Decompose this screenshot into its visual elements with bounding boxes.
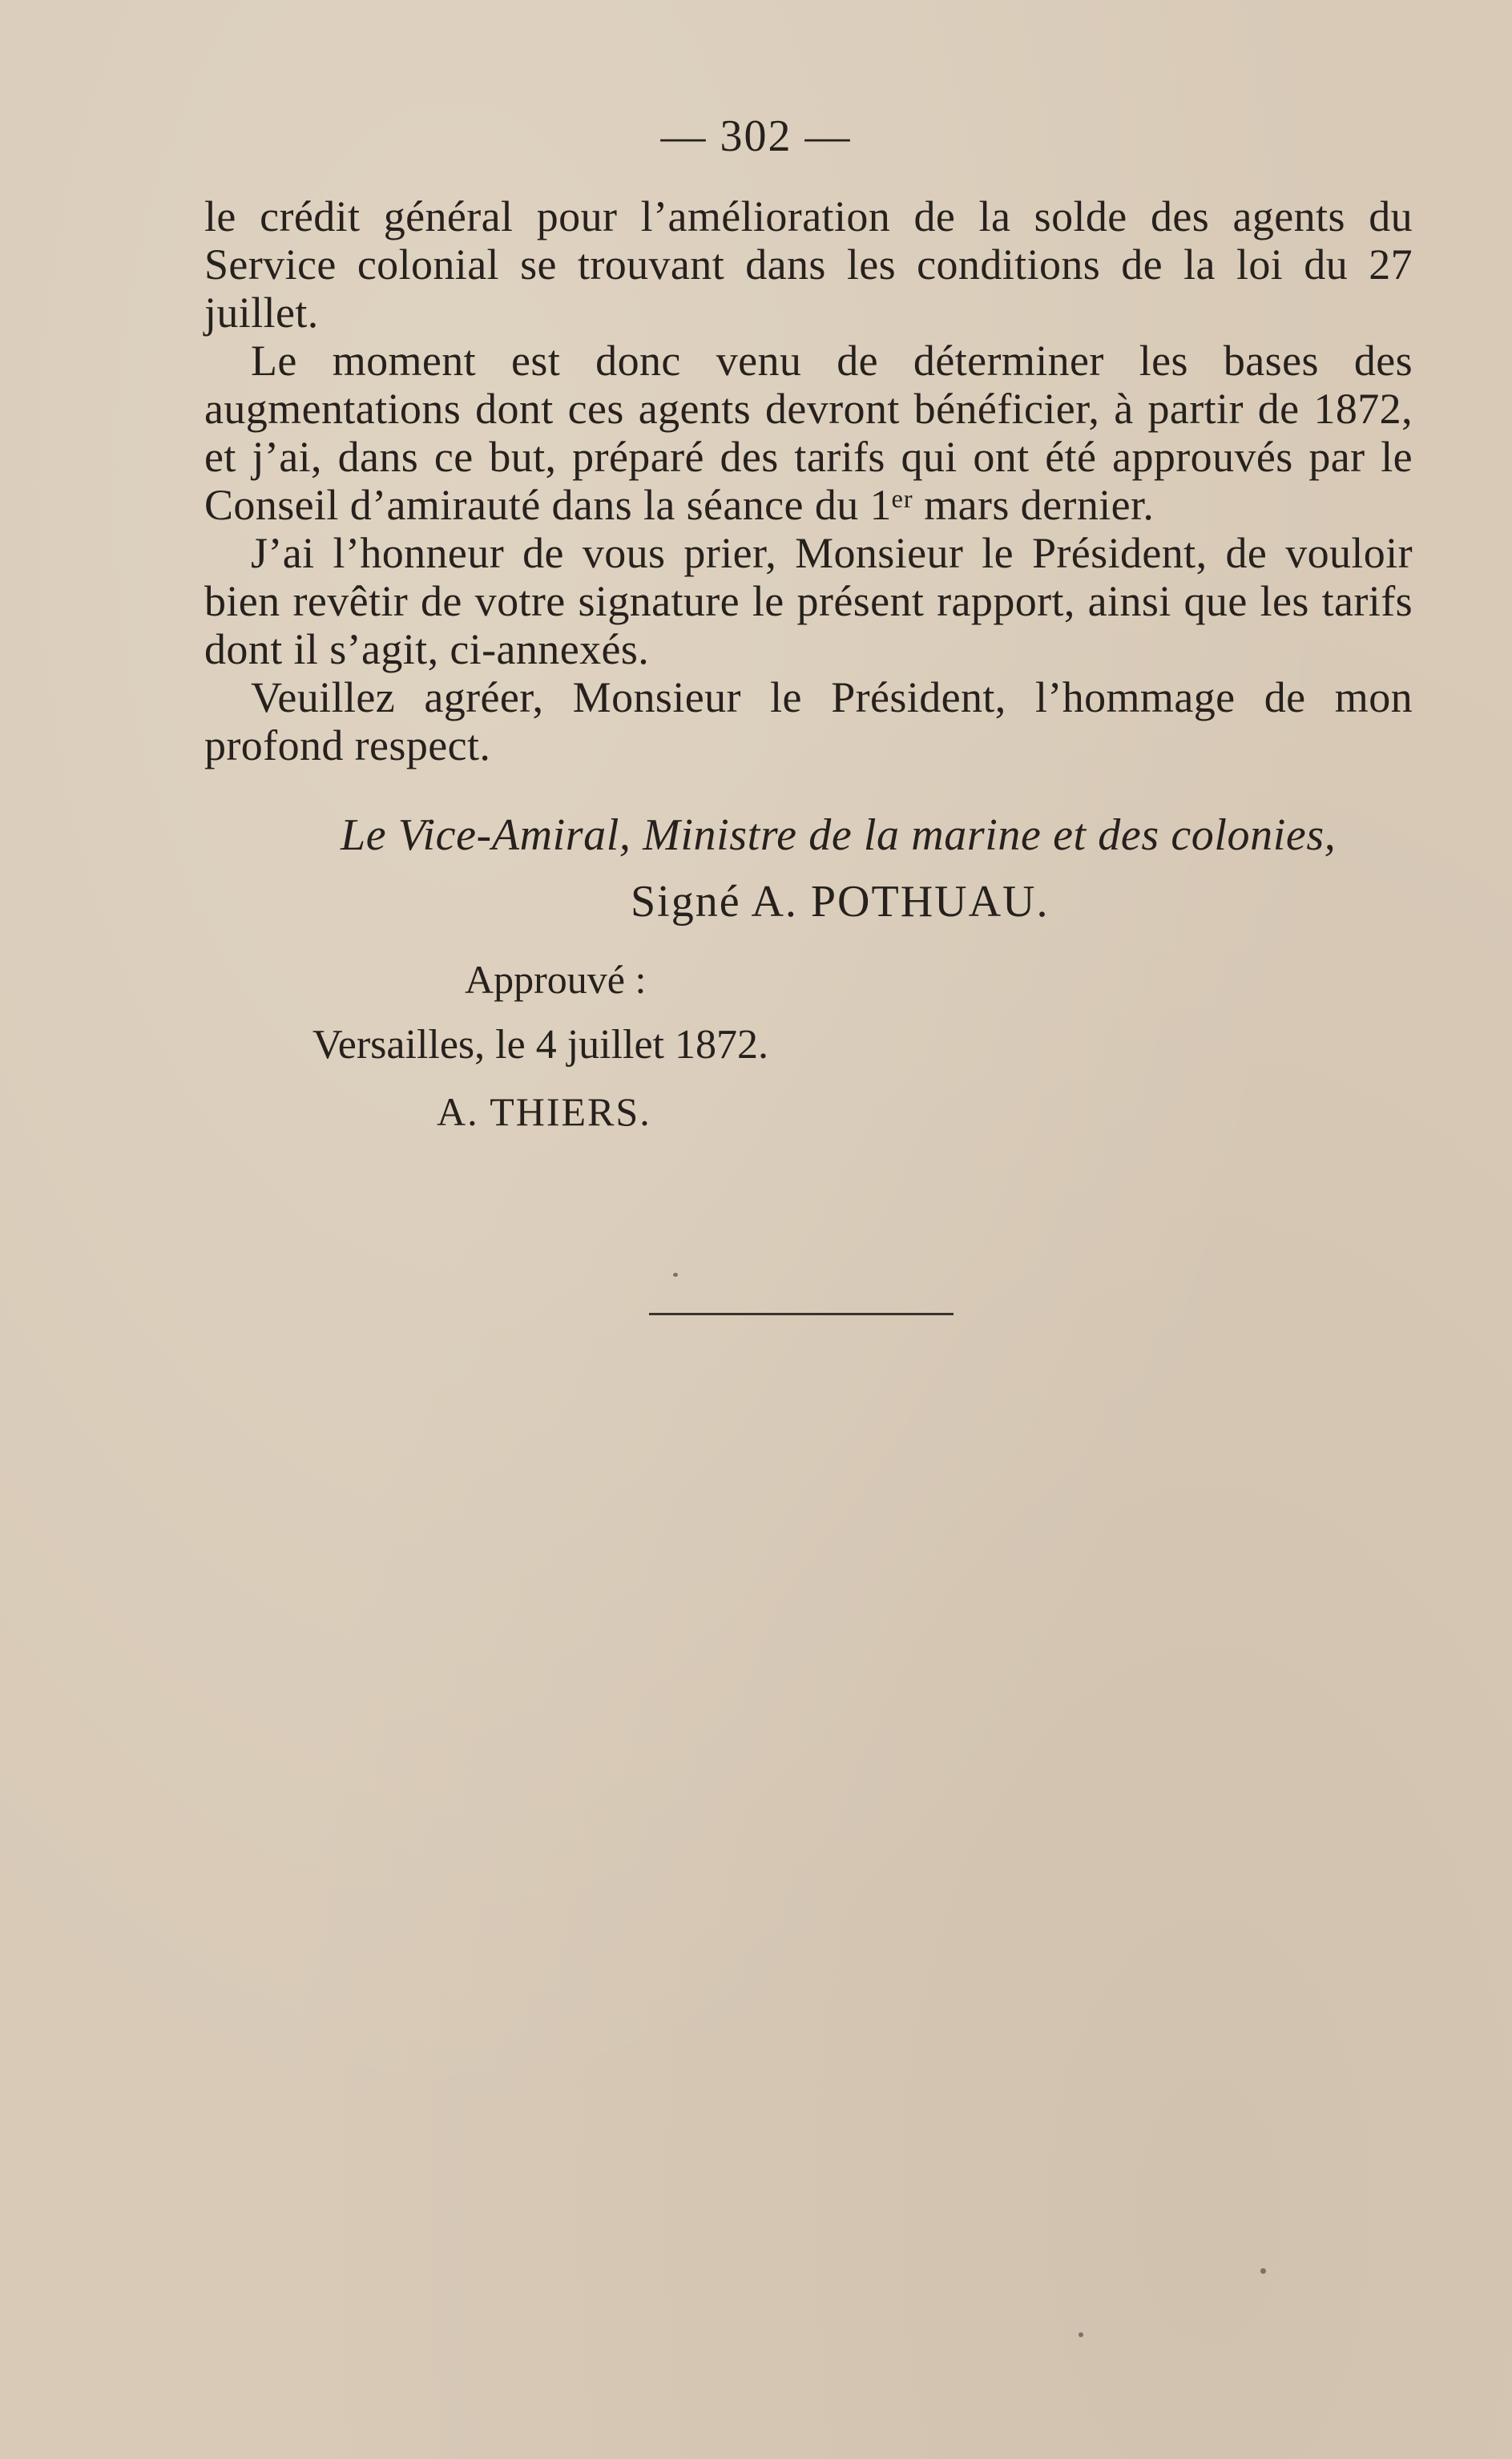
body-text <box>204 192 1413 769</box>
paper-speck <box>673 1273 678 1277</box>
signed-line: Signé A. POTHUAU. <box>631 877 1050 927</box>
paper-speck <box>1260 2268 1266 2274</box>
closing-rule <box>649 1313 954 1315</box>
place-date-line: Versailles, le 4 juillet 1872. <box>312 1022 769 1068</box>
paragraph-4: Veuillez agréer, Monsieur le Président, l’hommage de mon profond respect. <box>204 673 1413 769</box>
page-number: — 302 — <box>660 111 852 161</box>
approved-label: Approuvé : <box>465 957 647 1002</box>
approver-name: A. THIERS. <box>437 1089 651 1134</box>
paragraph-1: le crédit général pour l’amélioration de la solde des agents du Service colonial se trouvant dans les conditions de la loi du 27 juillet. <box>204 192 1413 337</box>
paper-speck <box>1079 2332 1083 2337</box>
paragraph-2: Le moment est donc venu de déterminer les bases des augmentations dont ces agents devront bénéficier, à partir de 1872, et j’ai, dans ce but, préparé des tarifs qui ont été approuvés par le Conseil d’amirauté dans la séance du 1ᵉʳ mars dernier. <box>204 337 1413 529</box>
signatory-title: Le Vice-Amiral, Ministre de la marine et des colonies, <box>341 810 1337 860</box>
paragraph-3: J’ai l’honneur de vous prier, Monsieur le Président, de vouloir bien revêtir de votre signature le présent rapport, ainsi que les tarifs dont il s’agit, ci-annexés. <box>204 529 1413 673</box>
